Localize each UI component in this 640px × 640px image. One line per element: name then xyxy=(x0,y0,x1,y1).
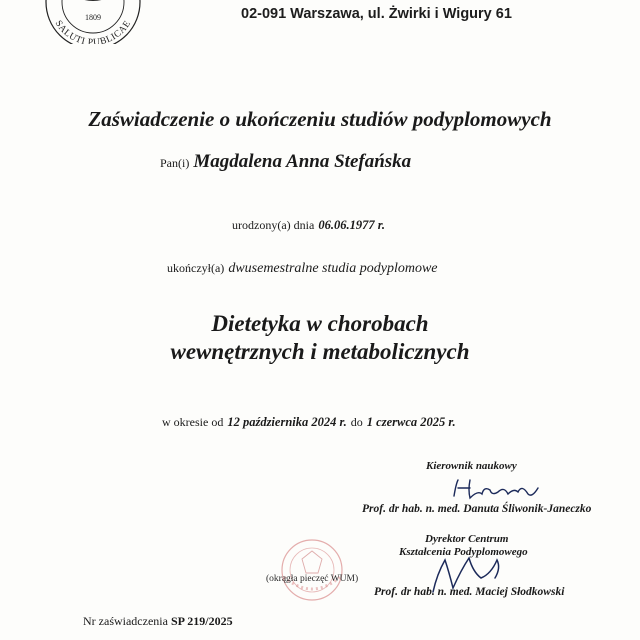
completed-prefix: ukończył(a) xyxy=(167,261,225,275)
head-role: Kierownik naukowy xyxy=(426,460,517,472)
birth-line xyxy=(232,216,385,234)
recipient-name: Magdalena Anna Stefańska xyxy=(193,151,412,172)
seal-motto: SALUTI PUBLICAE xyxy=(52,18,134,44)
cert-number: SP 219/2025 xyxy=(170,614,233,628)
period-mid: do xyxy=(350,415,363,429)
recipient-line xyxy=(160,151,411,173)
director-name: Prof. dr hab. n. med. Maciej Słodkowski xyxy=(374,586,565,598)
completion-line xyxy=(167,259,438,277)
seal-year: 1809 xyxy=(85,13,101,22)
cert-number-prefix: Nr zaświadczenia xyxy=(83,614,168,628)
period-line xyxy=(162,413,456,431)
university-seal-logo xyxy=(28,0,158,44)
period-to: 1 czerwca 2025 r. xyxy=(366,415,456,429)
birth-prefix: urodzony(a) dnia xyxy=(232,218,315,232)
course-name-line1: Dietetyka w chorobach xyxy=(211,311,429,336)
round-stamp xyxy=(264,537,360,607)
name-prefix: Pan(i) xyxy=(160,156,190,170)
course-name-line2: wewnętrznych i metabolicznych xyxy=(170,339,470,364)
period-prefix: w okresie od xyxy=(162,415,224,429)
study-type: dwusemestralne studia podyplomowe xyxy=(228,261,438,276)
head-signature xyxy=(448,476,548,506)
director-role-line1: Dyrektor Centrum xyxy=(425,533,509,545)
director-role-line2: Kształcenia Podyplomowego xyxy=(399,546,528,558)
certificate-number-line xyxy=(83,614,233,629)
period-from: 12 października 2024 r. xyxy=(227,415,347,429)
birth-date: 06.06.1977 r. xyxy=(318,218,385,232)
stamp-label: (okrągła pieczęć WUM) xyxy=(266,574,359,584)
certificate-title: Zaświadczenie o ukończeniu studiów podyplomowych xyxy=(88,107,552,131)
institution-address: 02-091 Warszawa, ul. Żwirki i Wigury 61 xyxy=(241,6,512,22)
head-name: Prof. dr hab. n. med. Danuta Śliwonik-Janeczko xyxy=(362,503,592,515)
